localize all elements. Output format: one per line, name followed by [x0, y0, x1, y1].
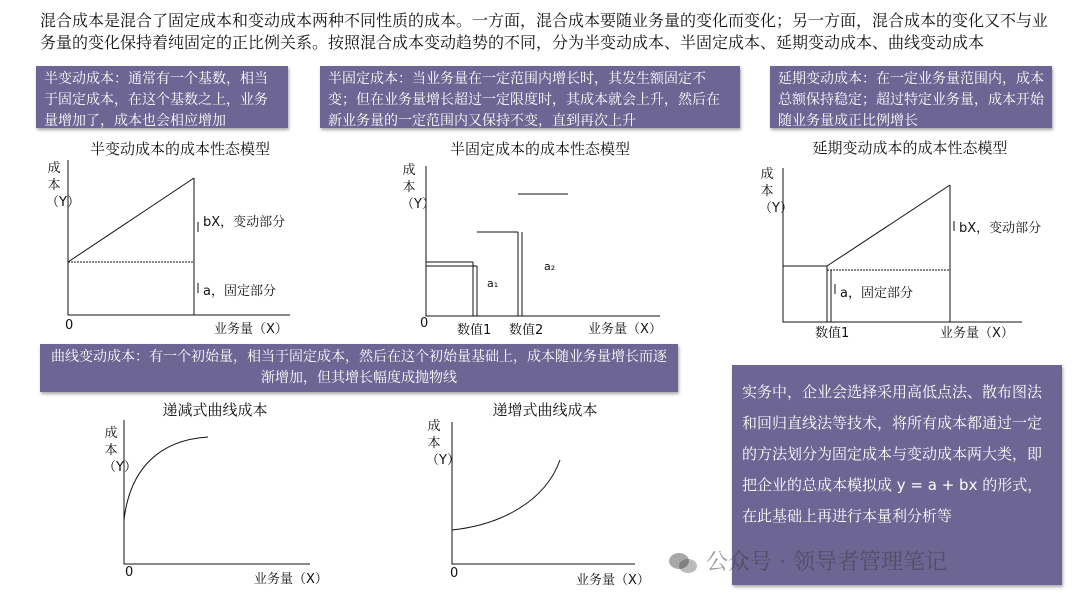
delayed-x1-label: 数值1 [815, 326, 850, 341]
semi-fixed-a1-label: a₁ [487, 277, 499, 290]
delayed-chart-title: 延期变动成本的成本性态模型 [812, 139, 1008, 157]
semi-variable-chart-title: 半变动成本的成本性态模型 [89, 140, 270, 158]
semi-fixed-definition-text: 半固定成本：当业务量在一定范围内增长时，其发生额固定不变；但在业务量增长超过一定限度时，其成本就会上升，然后在新业务量的一定范围内又保持不变，直到再次上升 [328, 71, 720, 129]
decreasing-chart-title: 递减式曲线成本 [162, 401, 268, 419]
semi-variable-cost-line [68, 178, 194, 262]
increasing-origin-label: 0 [450, 566, 459, 581]
semi-fixed-x2-label: 数值2 [509, 323, 544, 338]
delayed-y-axis-label: 成本（Y） [759, 167, 793, 216]
decreasing-axes [124, 420, 310, 564]
watermark [668, 545, 947, 576]
semi-fixed-origin-label: 0 [420, 316, 429, 331]
delayed-cost-line [827, 185, 950, 266]
increasing-y-axis-label: 成本（Y） [426, 419, 460, 468]
increasing-x-axis-label: 业务量（X） [576, 573, 650, 588]
delayed-upper-label: bX，变动部分 [959, 221, 1042, 236]
increasing-axes [452, 422, 635, 564]
delayed-x-axis-label: 业务量（X） [940, 326, 1014, 341]
semi-fixed-axes [426, 166, 660, 316]
watermark-text: 公众号 · 领导者管理笔记 [706, 550, 947, 575]
decreasing-curve [124, 437, 208, 520]
semi-fixed-chart-title: 半固定成本的成本性态模型 [449, 140, 630, 158]
semi-variable-upper-label: bX，变动部分 [203, 215, 286, 230]
semi-variable-y-axis-label: 成本（Y） [46, 161, 80, 210]
curve-variable-definition-text: 曲线变动成本：有一个初始量，相当于固定成本，然后在这个初始量基础上，成本随业务量增长而逐渐增加，但其增长幅度成抛物线 [51, 349, 667, 386]
delayed-variable-definition-text: 延期变动成本：在一定业务量范围内，成本总额保持稳定；超过特定业务量，成本开始随业务量成正比例增长 [778, 71, 1044, 129]
practice-note-text: 实务中，企业会选择采用高低点法、散布图法和回归直线法等技术，将所有成本都通过一定的方法划分为固定成本与变动成本两大类，即把企业的总成本模拟成 y = a + bx 的形式，在此基础上再进行本量利分析等 [742, 383, 1043, 525]
semi-variable-origin-label: 0 [65, 318, 74, 333]
semi-variable-x-axis-label: 业务量（X） [214, 322, 288, 337]
intro-paragraph: 混合成本是混合了固定成本和变动成本两种不同性质的成本。一方面，混合成本要随业务量的变化而变化；另一方面，混合成本的变化又不与业务量的变化保持着纯固定的正比例关系。按照混合成本变动趋势的不同，分为半变动成本、半固定成本、延期变动成本、曲线变动成本 [40, 11, 1049, 52]
decreasing-x-axis-label: 业务量（X） [254, 572, 328, 587]
semi-fixed-y-axis-label: 成本（Y） [401, 163, 435, 212]
semi-variable-definition-text: 半变动成本：通常有一个基数，相当于固定成本，在这个基数之上，业务量增加了，成本也会相应增加 [44, 71, 268, 129]
decreasing-origin-label: 0 [125, 565, 134, 580]
semi-variable-lower-label: a，固定部分 [203, 284, 276, 299]
decreasing-y-axis-label: 成本（Y） [103, 426, 137, 475]
semi-fixed-x-axis-label: 业务量（X） [588, 322, 662, 337]
increasing-chart-title: 递增式曲线成本 [492, 401, 598, 419]
semi-fixed-x1-label: 数值1 [457, 323, 492, 338]
wechat-icon [668, 552, 698, 574]
semi-fixed-a2-label: a₂ [544, 260, 556, 273]
increasing-curve [452, 460, 560, 530]
delayed-lower-label: a，固定部分 [840, 286, 913, 301]
